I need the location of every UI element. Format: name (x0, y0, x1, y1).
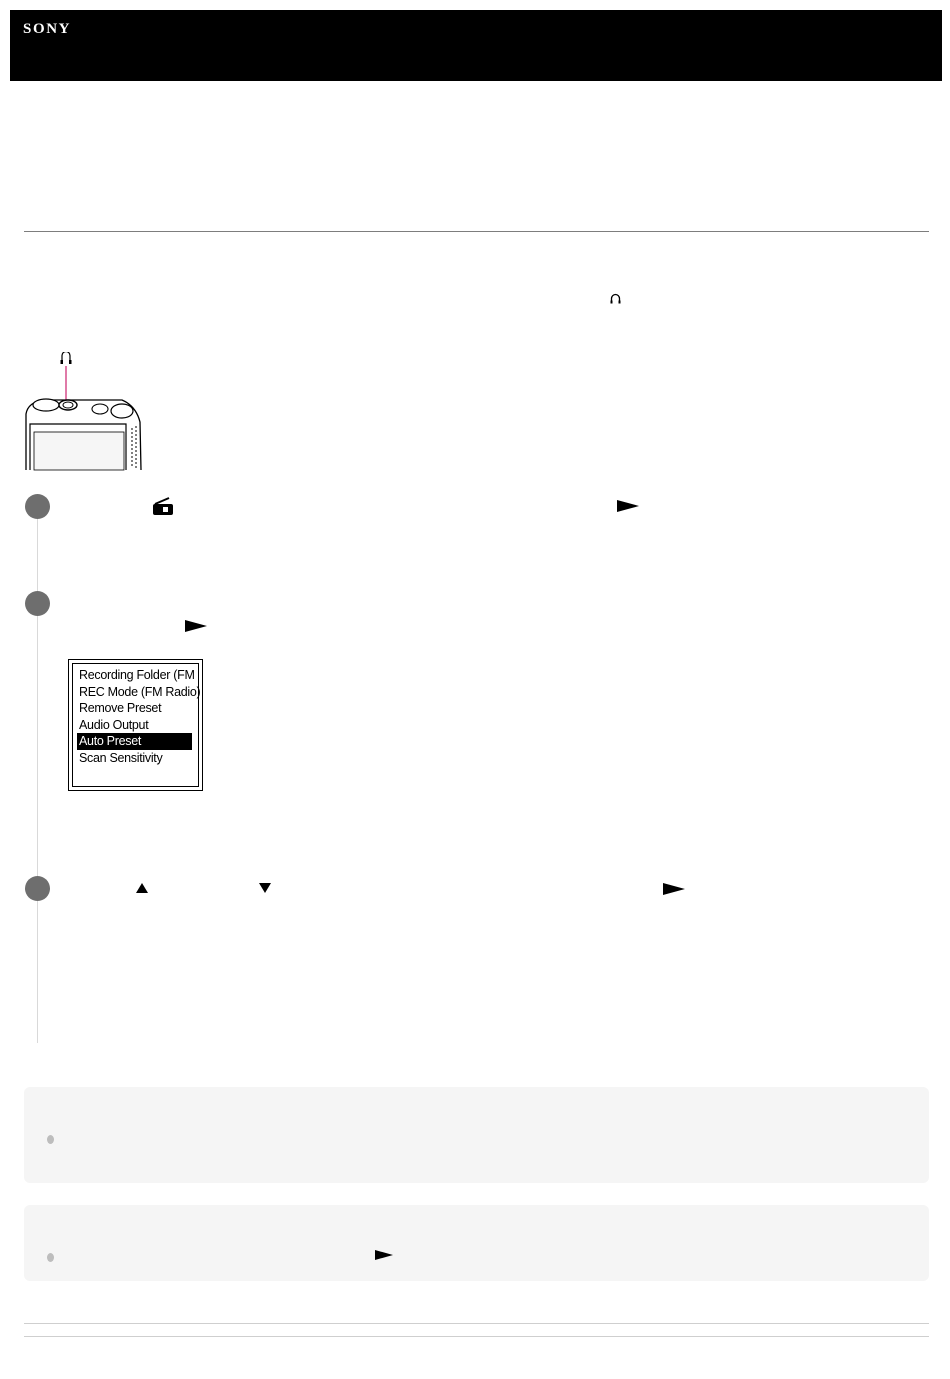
title-divider (24, 231, 929, 232)
menu-item-scan-sensitivity[interactable]: Scan Sensitivity (79, 750, 163, 765)
hint-box (24, 1205, 929, 1281)
play-right-icon (663, 883, 685, 895)
note-box (24, 1087, 929, 1183)
play-right-icon (375, 1250, 393, 1260)
step-1-marker (25, 494, 50, 519)
sony-logo: SONY (23, 21, 72, 37)
step-2-marker (25, 591, 50, 616)
play-right-icon (185, 620, 207, 632)
down-triangle-icon (259, 883, 271, 893)
bullet-marker (47, 1135, 54, 1144)
menu-item-audio-output[interactable]: Audio Output (79, 717, 149, 732)
menu-screen (68, 659, 203, 791)
footer-divider-bottom (24, 1336, 929, 1337)
site-header (10, 10, 942, 81)
menu-item-auto-preset[interactable]: Auto Preset (77, 733, 192, 750)
device-illustration (22, 352, 146, 472)
menu-item-rec-mode[interactable]: REC Mode (FM Radio) (79, 684, 201, 699)
play-right-icon (617, 500, 639, 512)
footer-divider-top (24, 1323, 929, 1324)
menu-item-remove-preset[interactable]: Remove Preset (79, 701, 162, 715)
bullet-marker (47, 1253, 54, 1262)
up-triangle-icon (136, 883, 148, 893)
menu-item-recording-folder[interactable]: Recording Folder (FM (79, 668, 195, 682)
step-3-marker (25, 876, 50, 901)
radio-icon (151, 497, 175, 515)
menu-list (77, 667, 201, 766)
headphones-icon (609, 292, 622, 305)
